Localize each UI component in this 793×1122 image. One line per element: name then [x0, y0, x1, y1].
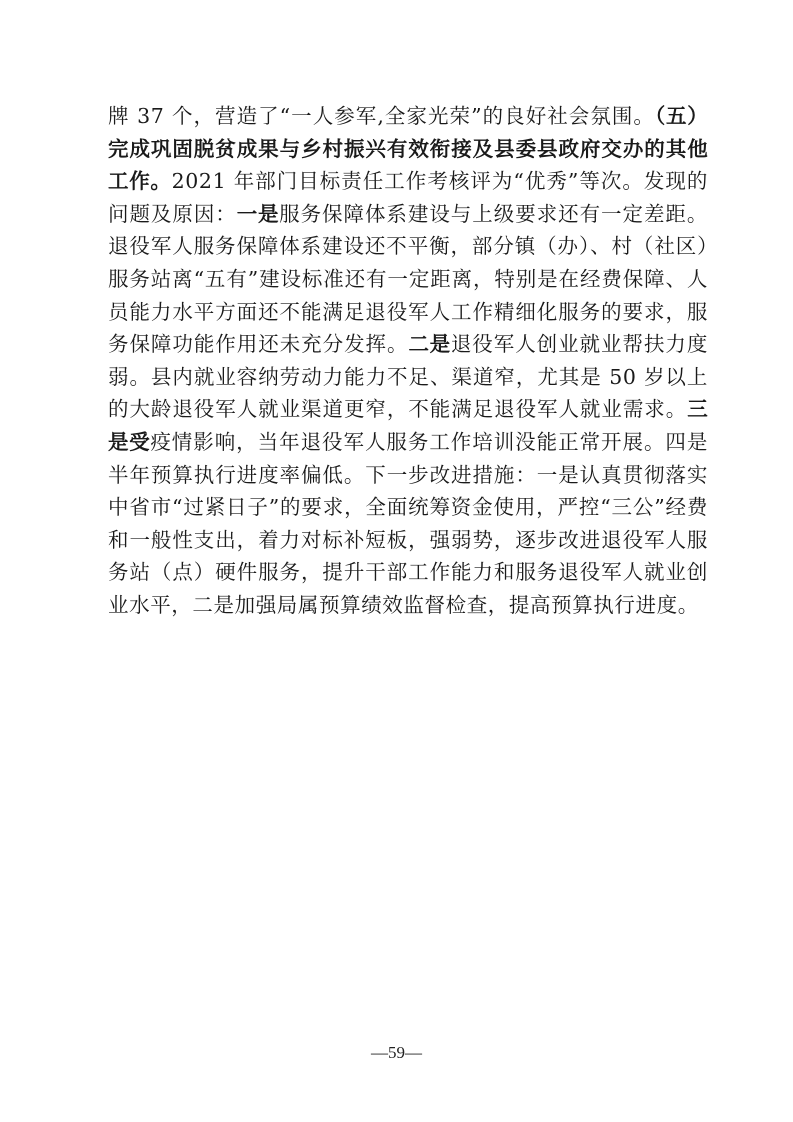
- bold-label-segment: 一是: [236, 201, 280, 226]
- text-segment: 2021 年部门目标责任工作考核评为“优秀”等次。发现的问题及原因：: [108, 169, 708, 226]
- text-segment: 退役军人创业就业帮扶力度弱。县内就业容纳劳动力能力不足、渠道窄，尤其是 50 岁以上的大龄退役军人就业渠道更窄，不能满足退役军人就业需求。: [108, 332, 708, 422]
- bold-heading-segment: （五）完成巩固脱贫成果与乡村振兴有效衔接及县委县政府交办的其他工作。: [108, 104, 708, 194]
- bold-label-segment: 三是受: [108, 397, 708, 454]
- body-paragraph: [108, 100, 708, 622]
- text-segment: 疫情影响，当年退役军人服务工作培训没能正常开展。四是半年预算执行进度率偏低。下一步改进措施：一是认真贯彻落实中省市“过紧日子”的要求，全面统筹资金使用，严控“三公”经费和一般性支出，着力对标补短板，强弱势，逐步改进退役军人服务站（点）硬件服务，提升干部工作能力和服务退役军人就业创业水平，二是加强局属预算绩效监督检查，提高预算执行进度。: [108, 429, 708, 617]
- text-segment: 服务保障体系建设与上级要求还有一定差距。退役军人服务保障体系建设还不平衡，部分镇（办）、村（社区）服务站离“五有”建设标准还有一定距离，特别是在经费保障、人员能力水平方面还不能满足退役军人工作精细化服务的要求，服务保障功能作用还未充分发挥。: [108, 201, 708, 357]
- page-number: —59—: [371, 1043, 422, 1062]
- text-segment: 牌 37 个，营造了“一人参军,全家光荣”的良好社会氛围。: [108, 104, 655, 128]
- bold-label-segment: 二是: [408, 332, 451, 357]
